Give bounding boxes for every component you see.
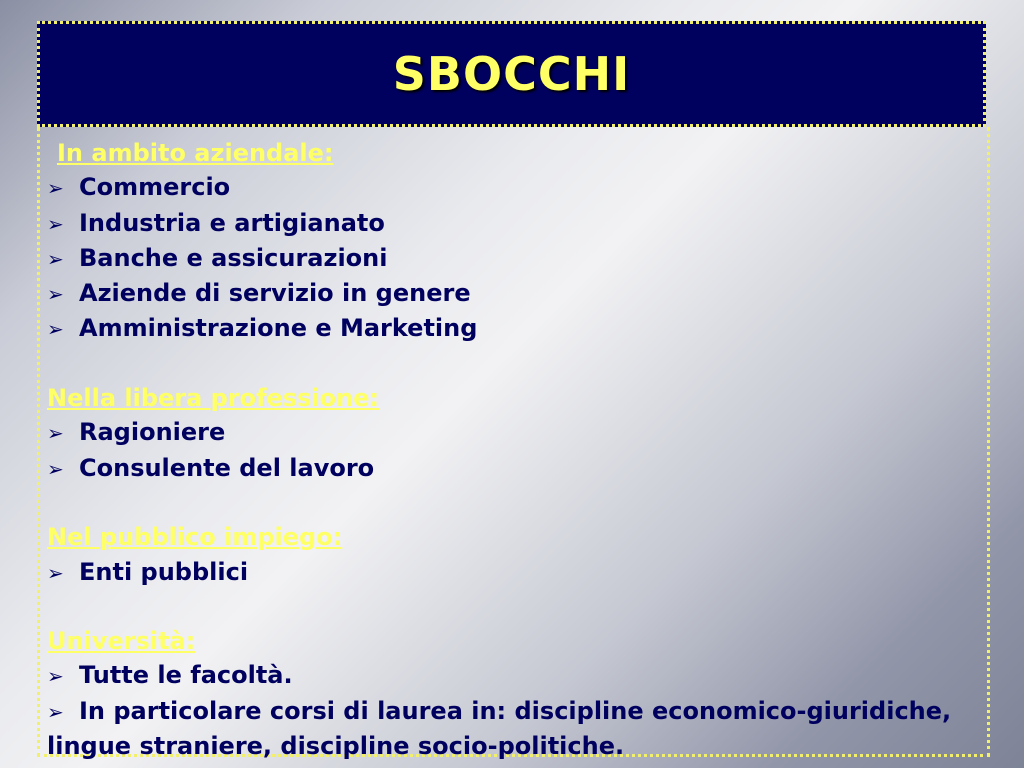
list-item-label: Banche e assicurazioni: [79, 243, 388, 272]
list-item: [47, 658, 977, 693]
list-item-label: Aziende di servizio in genere: [79, 279, 471, 308]
section-pubblico-impiego: [47, 520, 977, 590]
arrow-bullet-icon: ➢: [47, 211, 64, 236]
section-heading: Università:: [47, 627, 196, 656]
list-item-label: Tutte le facoltà.: [79, 661, 293, 690]
arrow-bullet-icon: ➢: [47, 176, 64, 201]
arrow-bullet-icon: ➢: [47, 282, 64, 307]
list-item-label: Amministrazione e Marketing: [79, 314, 478, 343]
section-aziendale: [47, 136, 977, 347]
arrow-bullet-icon: ➢: [47, 246, 64, 271]
list-item: [47, 276, 977, 311]
list-item: [47, 555, 977, 590]
list-item-label: Commercio: [79, 173, 231, 202]
section-libera-professione: [47, 381, 977, 486]
slide-title: SBOCCHI: [392, 47, 631, 101]
list-item: [47, 241, 977, 276]
section-heading: Nella libera professione:: [47, 384, 380, 413]
arrow-bullet-icon: ➢: [47, 664, 64, 689]
list-item-label: Industria e artigianato: [79, 208, 385, 237]
arrow-bullet-icon: ➢: [47, 560, 64, 585]
list-item: [47, 170, 977, 205]
list-item-label: Ragioniere: [79, 418, 226, 447]
arrow-bullet-icon: ➢: [47, 456, 64, 481]
arrow-bullet-icon: ➢: [47, 421, 64, 446]
section-heading: In ambito aziendale:: [57, 139, 334, 167]
list-item: [47, 206, 977, 241]
title-banner: [37, 21, 986, 127]
section-universita: [47, 624, 977, 763]
list-item-label: In particolare corsi di laurea in: discipline economico-giuridiche, lingue straniere, discipline socio-politiche.: [47, 696, 952, 761]
section-spacer: [47, 347, 977, 381]
list-item: [47, 311, 977, 346]
section-heading: Nel pubblico impiego:: [47, 523, 343, 552]
section-spacer: [47, 590, 977, 624]
arrow-bullet-icon: ➢: [47, 699, 64, 724]
list-item: [47, 415, 977, 450]
arrow-bullet-icon: ➢: [47, 317, 64, 342]
list-item-label: Enti pubblici: [79, 557, 249, 586]
section-spacer: [47, 486, 977, 520]
slide-body: [47, 136, 977, 763]
list-item: [47, 451, 977, 486]
list-item-label: Consulente del lavoro: [79, 453, 375, 482]
list-item: [47, 694, 977, 764]
